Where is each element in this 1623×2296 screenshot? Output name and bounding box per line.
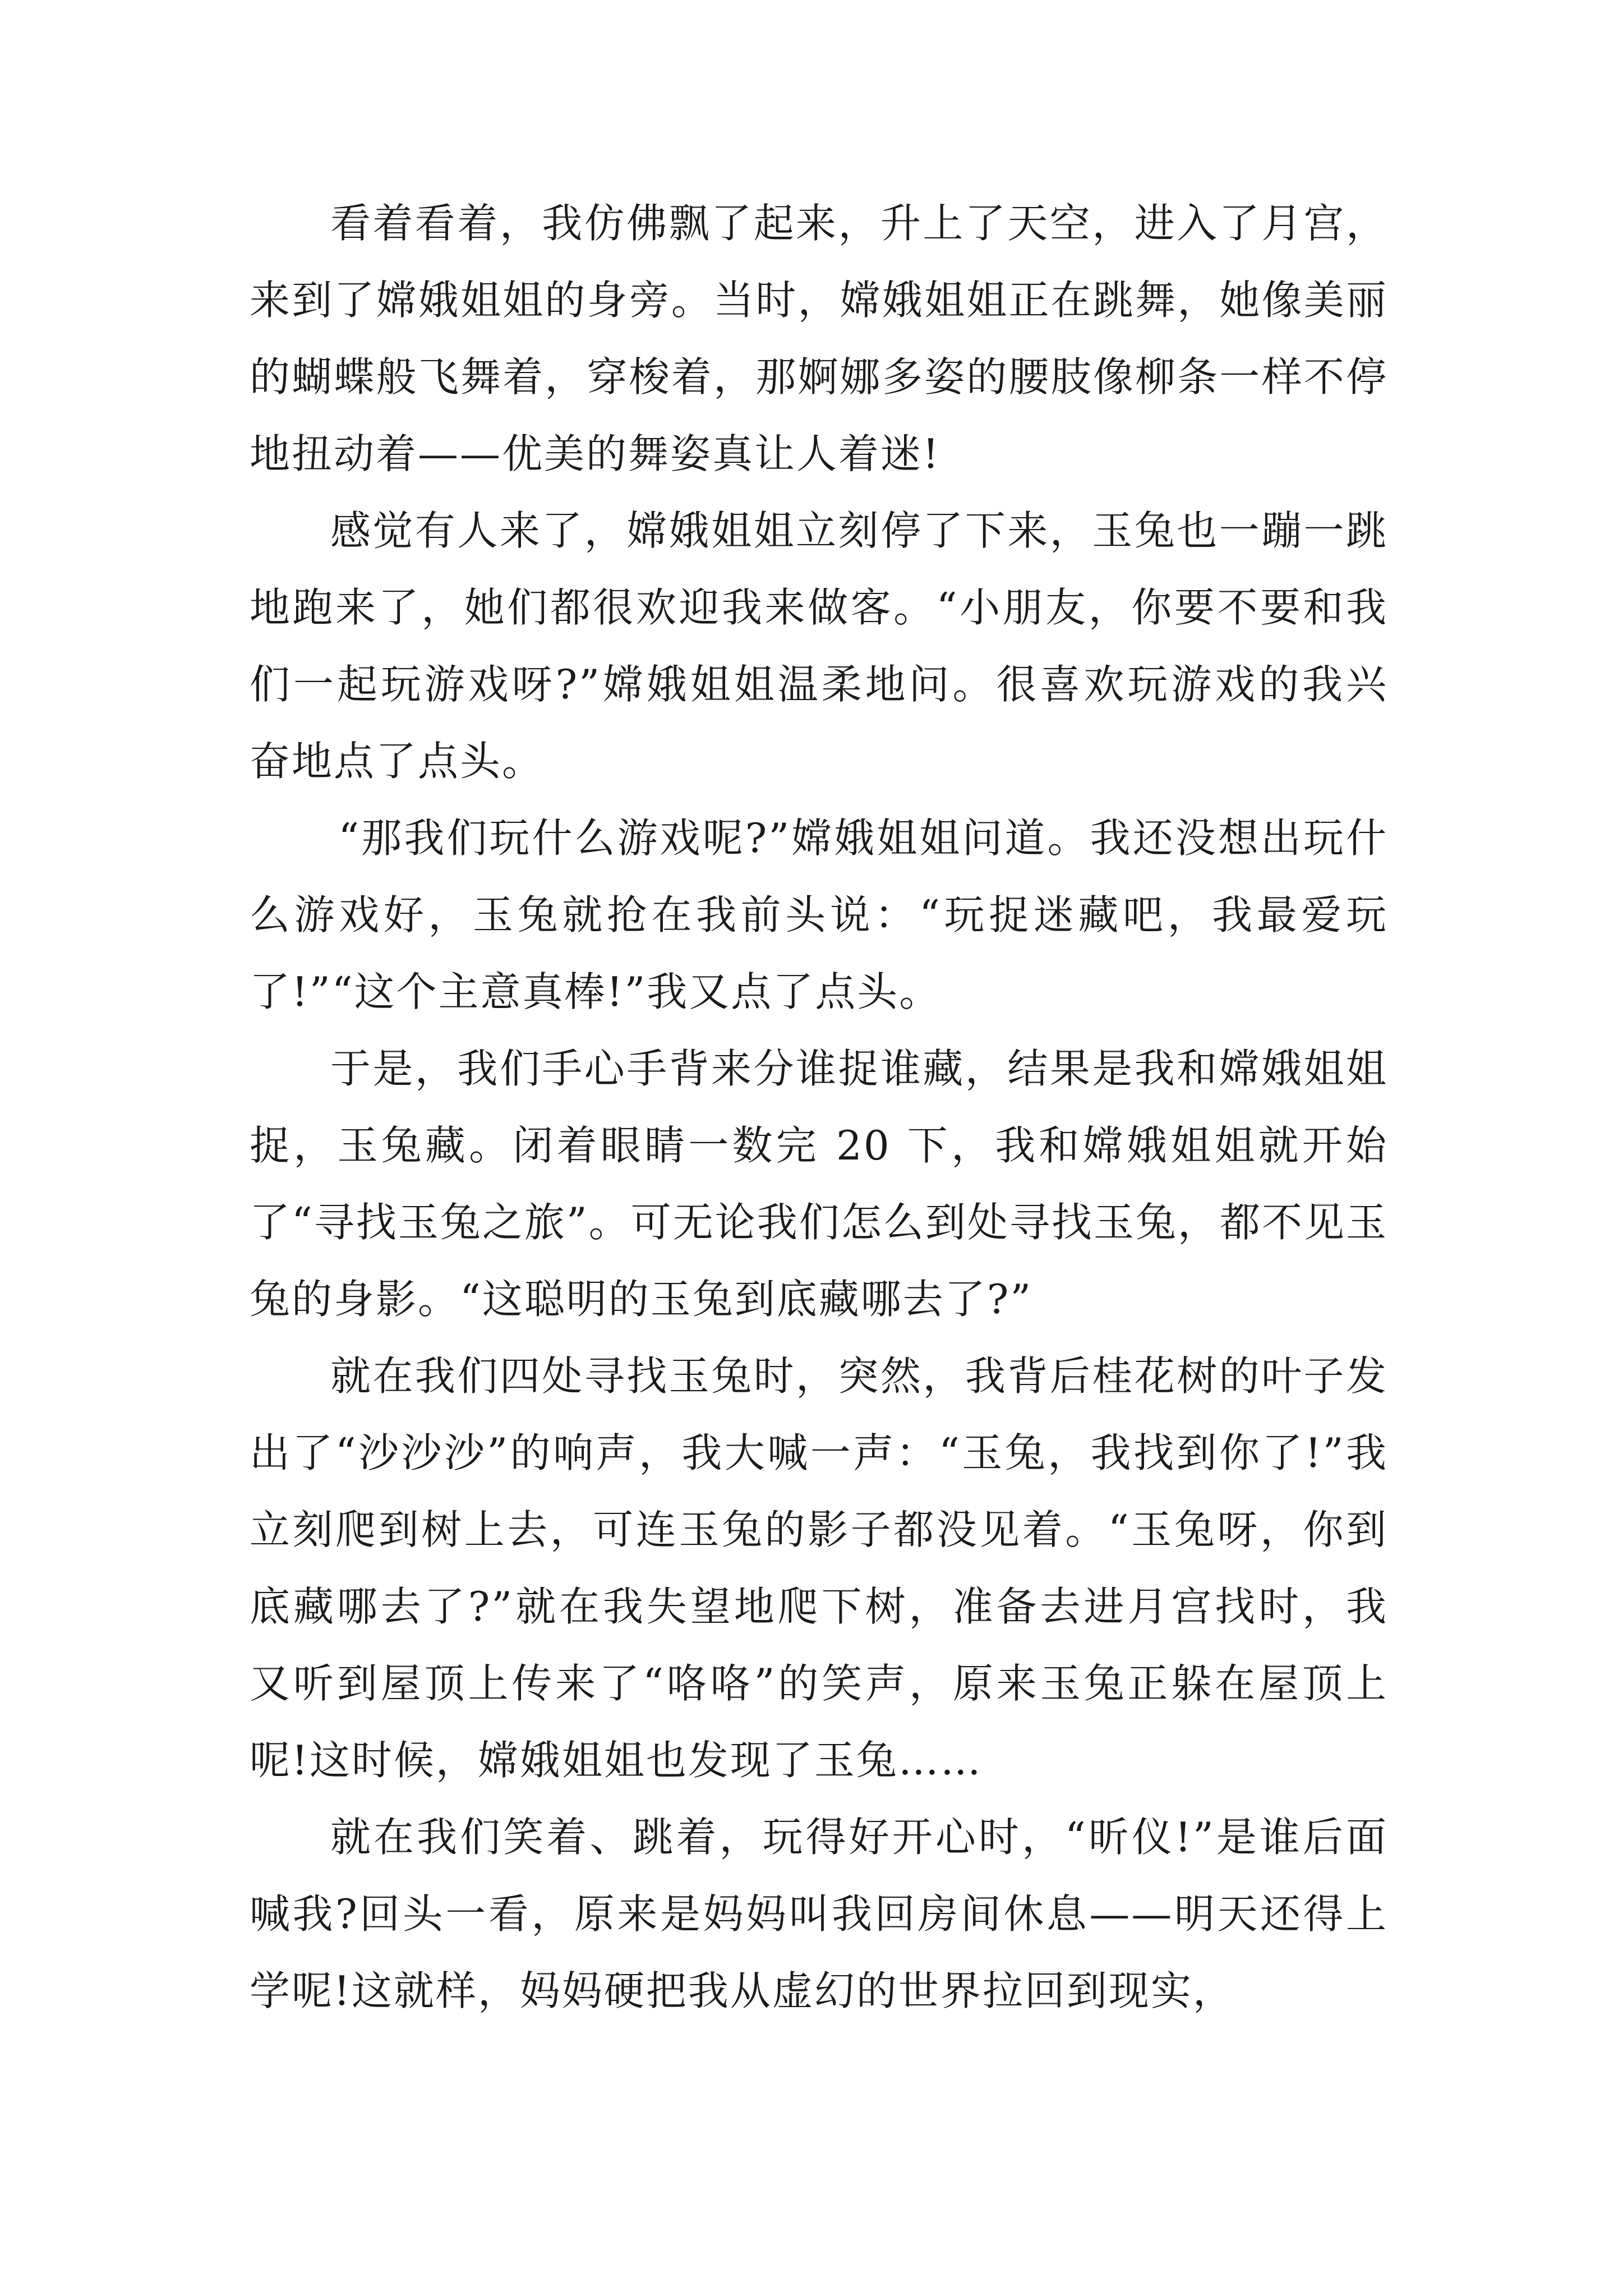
- document-body: [250, 185, 1388, 2030]
- paragraph-1: 看着看着，我仿佛飘了起来，升上了天空，进入了月宫，来到了嫦娥姐姐的身旁。当时，嫦娥姐姐正在跳舞，她像美丽的蝴蝶般飞舞着，穿梭着，那婀娜多姿的腰肢像柳条一样不停地扭动着——优美的舞姿真让人着迷!: [250, 200, 1388, 477]
- paragraph-3: “那我们玩什么游戏呢?”嫦娥姐姐问道。我还没想出玩什么游戏好，玉兔就抢在我前头说：“玩捉迷藏吧，我最爱玩了!”“这个主意真棒!”我又点了点头。: [250, 815, 1388, 1015]
- paragraph-4: 于是，我们手心手背来分谁捉谁藏，结果是我和嫦娥姐姐捉，玉兔藏。闭着眼睛一数完 20 下，我和嫦娥姐姐就开始了“寻找玉兔之旅”。可无论我们怎么到处寻找玉兔，都不见玉兔的身影。“这聪明的玉兔到底藏哪去了?”: [250, 1045, 1388, 1323]
- paragraph-5: 就在我们四处寻找玉兔时，突然，我背后桂花树的叶子发出了“沙沙沙”的响声，我大喊一声：“玉兔，我找到你了!”我立刻爬到树上去，可连玉兔的影子都没见着。“玉兔呀，你到底藏哪去了?”就在我失望地爬下树，准备去进月宫找时，我又听到屋顶上传来了“咯咯”的笑声，原来玉兔正躲在屋顶上呢!这时候，嫦娥姐姐也发现了玉兔……: [250, 1352, 1388, 1784]
- paragraph-6: 就在我们笑着、跳着，玩得好开心时，“昕仪!”是谁后面喊我?回头一看，原来是妈妈叫我回房间休息——明天还得上学呢!这就样，妈妈硬把我从虚幻的世界拉回到现实，: [250, 1814, 1388, 2014]
- paragraph-2: 感觉有人来了，嫦娥姐姐立刻停了下来，玉兔也一蹦一跳地跑来了，她们都很欢迎我来做客。“小朋友，你要不要和我们一起玩游戏呀?”嫦娥姐姐温柔地问。很喜欢玩游戏的我兴奋地点了点头。: [250, 507, 1388, 785]
